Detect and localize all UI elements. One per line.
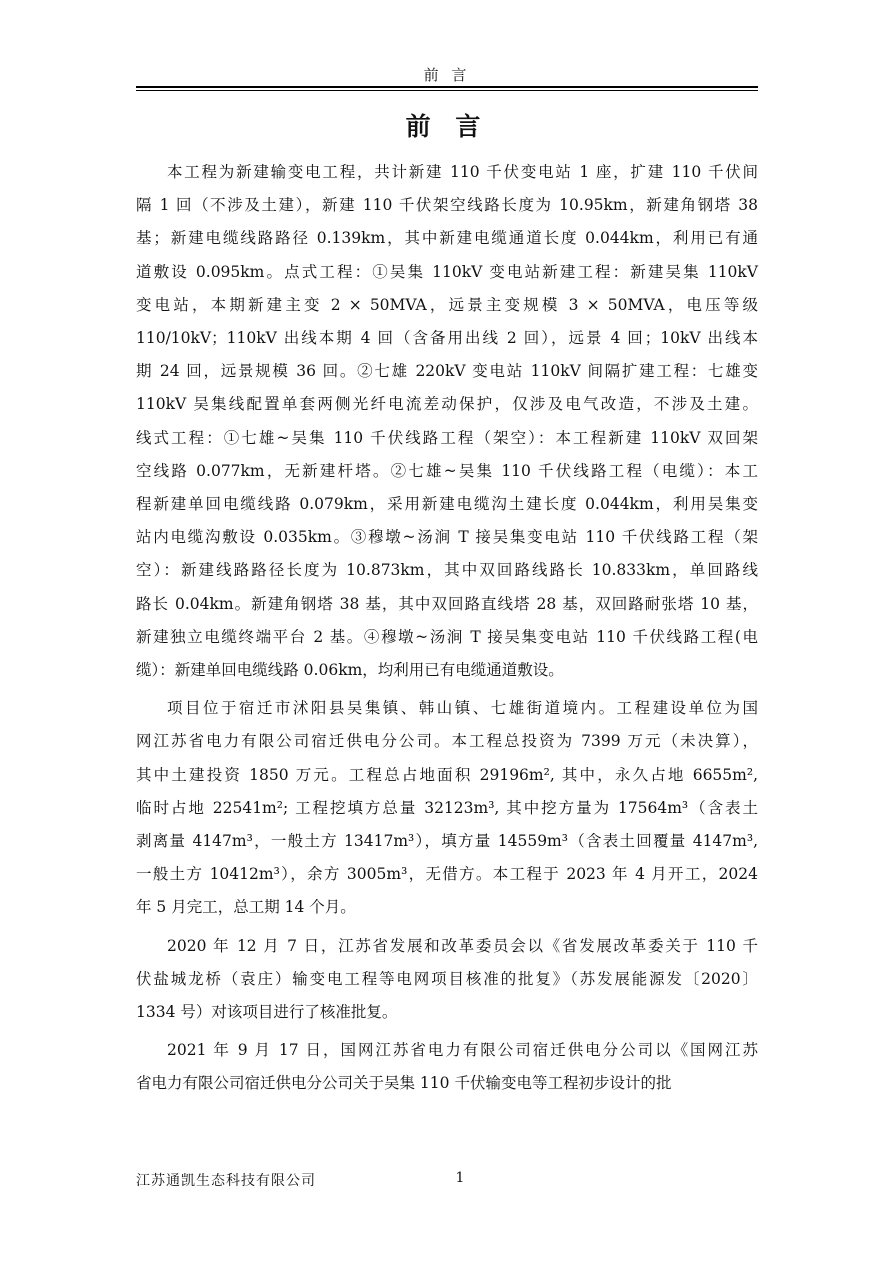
paragraph xyxy=(136,1034,758,1100)
paragraph-line: 道敷设 0.095km。点式工程：①吴集 110kV 变电站新建工程：新建吴集 110kV xyxy=(136,262,758,281)
paragraph-line: 变电站，本期新建主变 2 × 50MVA，远景主变规模 3 × 50MVA，电压等级 xyxy=(136,295,758,314)
paragraph-line: 基；新建电缆线路路径 0.139km，其中新建电缆通道长度 0.044km，利用已有通 xyxy=(136,229,758,248)
paragraph-line: 临时占地 22541m²; 工程挖填方总量 32123m³, 其中挖方量为 17564m³（含表土 xyxy=(136,798,758,817)
footer-company: 江苏通凯生态科技有限公司 xyxy=(136,1173,316,1189)
paragraph-line: 省电力有限公司宿迁供电分公司关于吴集 110 千伏输变电等工程初步设计的批 xyxy=(136,1074,672,1093)
page-number: 1 xyxy=(455,1170,465,1186)
paragraph-line: 2021 年 9 月 17 日，国网江苏省电力有限公司宿迁供电分公司以《国网江苏 xyxy=(167,1041,758,1060)
header-rule-thick xyxy=(136,86,758,88)
paragraph-line: 程新建单回电缆线路 0.079km，采用新建电缆沟土建长度 0.044km，利用吴集变 xyxy=(136,495,758,514)
paragraph-line: 其中土建投资 1850 万元。工程总占地面积 29196m², 其中，永久占地 6655m², xyxy=(136,765,758,784)
paragraph-line: 项目位于宿迁市沭阳县吴集镇、韩山镇、七雄街道境内。工程建设单位为国 xyxy=(167,699,758,718)
page-title: 前 言 xyxy=(405,112,489,141)
paragraph-line: 隔 1 回（不涉及土建），新建 110 千伏架空线路长度为 10.95km，新建角钢塔 38 xyxy=(136,196,758,215)
paragraph xyxy=(136,930,758,1030)
paragraph xyxy=(136,692,758,924)
paragraph-line: 空线路 0.077km，无新建杆塔。②七雄~吴集 110 千伏线路工程（电缆）：本工 xyxy=(136,461,758,480)
paragraph-line: 110kV 吴集线配置单套两侧光纤电流差动保护，仅涉及电气改造，不涉及土建。 xyxy=(136,395,758,414)
paragraph-line: 剥离量 4147m³，一般土方 13417m³），填方量 14559m³（含表土回覆量 4147m³, xyxy=(136,832,758,851)
paragraph-line: 2020 年 12 月 7 日，江苏省发展和改革委员会以《省发展改革委关于 110 千 xyxy=(167,936,758,955)
paragraph xyxy=(136,156,758,687)
paragraph-line: 110/10kV；110kV 出线本期 4 回（含备用出线 2 回），远景 4 回；10kV 出线本 xyxy=(136,329,758,348)
paragraph-line: 空）：新建线路路径长度为 10.873km，其中双回路线路长 10.833km，单回路线 xyxy=(136,561,758,580)
paragraph-line: 新建独立电缆终端平台 2 基。④穆墩~汤涧 T 接吴集变电站 110 千伏线路工程(电 xyxy=(136,627,758,646)
paragraph-line: 站内电缆沟敷设 0.035km。③穆墩~汤涧 T 接吴集变电站 110 千伏线路工程（架 xyxy=(136,528,758,547)
paragraph-line: 伏盐城龙桥（袁庄）输变电工程等电网项目核准的批复》（苏发展能源发〔2020〕 xyxy=(136,969,758,988)
paragraph-line: 年 5 月完工，总工期 14 个月。 xyxy=(136,898,356,917)
paragraph-line: 1334 号）对该项目进行了核准批复。 xyxy=(136,1003,398,1022)
paragraph-line: 期 24 回，远景规模 36 回。②七雄 220kV 变电站 110kV 间隔扩建工程：七雄变 xyxy=(136,362,758,381)
paragraph-line: 缆）：新建单回电缆线路 0.06km，均利用已有电缆通道敷设。 xyxy=(136,661,564,680)
header-rule-thin xyxy=(136,90,758,91)
paragraph-line: 本工程为新建输变电工程，共计新建 110 千伏变电站 1 座，扩建 110 千伏间 xyxy=(167,163,758,181)
body-text xyxy=(136,156,758,1106)
running-header: 前 言 xyxy=(423,66,471,84)
paragraph-line: 线式工程：①七雄~吴集 110 千伏线路工程（架空）：本工程新建 110kV 双回架 xyxy=(136,428,758,447)
paragraph-line: 网江苏省电力有限公司宿迁供电分公司。本工程总投资为 7399 万元（未决算）， xyxy=(136,732,758,751)
paragraph-line: 一般土方 10412m³），余方 3005m³，无借方。本工程于 2023 年 4 月开工，2024 xyxy=(136,865,758,884)
paragraph-line: 路长 0.04km。新建角钢塔 38 基，其中双回路直线塔 28 基，双回路耐张塔 10 基， xyxy=(136,594,758,613)
